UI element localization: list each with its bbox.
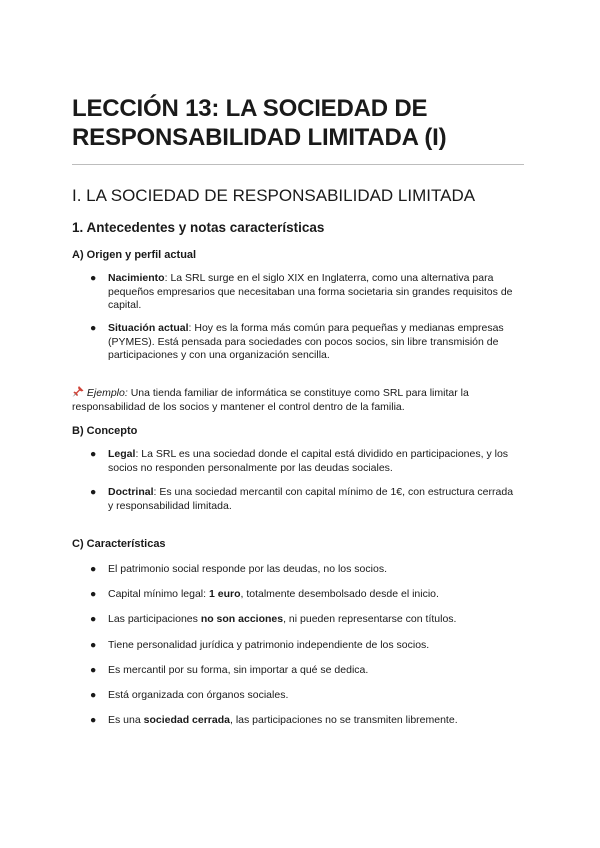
term-doctrinal: Doctrinal [108,486,154,498]
term-nacimiento: Nacimiento [108,272,165,284]
heading-c: C) Características [72,538,166,550]
item-text: El patrimonio social responde por las deudas, no los socios. [108,563,387,575]
item-text: : Hoy es la forma más común para pequeñas y medianas empresas (PYMES). Está pensada para sociedades con pocos socios, sin libre transmisión de participaciones y con una organización sencilla. [108,322,504,361]
bullet-icon: ● [90,664,97,676]
item-text: , ni pueden representarse con títulos. [283,613,457,625]
item-text: Tiene personalidad jurídica y patrimonio independiente de los socios. [108,639,430,651]
bullet-icon: ● [90,322,97,334]
example-text: Una tienda familiar de informática se constituye como SRL para limitar la responsabilidad de los socios y mantener el control dentro de la familia. [72,387,469,413]
title-divider [72,164,524,165]
term-legal: Legal [108,448,136,460]
section-heading: I. LA SOCIEDAD DE RESPONSABILIDAD LIMITADA [72,186,476,205]
item-text: : Es una sociedad mercantil con capital mínimo de 1€, con estructura cerrada y responsabilidad limitada. [108,486,514,512]
item-text: Las participaciones [108,613,201,625]
item-bold: no son acciones [200,613,284,625]
heading-b: B) Concepto [72,425,138,437]
item-text: : La SRL es una sociedad donde el capital está dividido en participaciones, y los socios no responden personalmente por las deudas sociales. [108,448,509,474]
item-text: , totalmente desembolsado desde el inicio. [240,588,439,600]
example-label: Ejemplo: [86,387,128,399]
item-bold: sociedad cerrada [143,714,230,726]
item-text: Es una [108,714,144,726]
bullet-icon: ● [90,486,97,498]
bullet-icon: ● [90,639,97,651]
item-text: : La SRL surge en el siglo XIX en Inglaterra, como una alternativa para pequeños empresarios que necesitaban una forma societaria sin grandes requisitos de capital. [108,272,513,311]
bullet-icon: ● [90,448,97,460]
heading-a: A) Origen y perfil actual [72,249,197,261]
subsection-heading: 1. Antecedentes y notas características [72,220,325,235]
item-bold: 1 euro [208,588,241,600]
example-paragraph [72,386,527,414]
bullet-icon: ● [90,714,97,726]
pushpin-icon [72,387,87,399]
bullet-icon: ● [90,613,97,625]
bullet-icon: ● [90,272,97,284]
item-text: , las participaciones no se transmiten libremente. [230,714,458,726]
bullet-icon: ● [90,588,97,600]
lesson-title: LECCIÓN 13: LA SOCIEDAD DE RESPONSABILIDAD LIMITADA (I) [72,95,447,151]
bullet-icon: ● [90,563,97,575]
item-text: Capital mínimo legal: [108,588,209,600]
item-text: Está organizada con órganos sociales. [108,689,289,701]
item-text: Es mercantil por su forma, sin importar a qué se dedica. [108,664,369,676]
term-situacion-actual: Situación actual [108,322,189,334]
bullet-icon: ● [90,689,97,701]
